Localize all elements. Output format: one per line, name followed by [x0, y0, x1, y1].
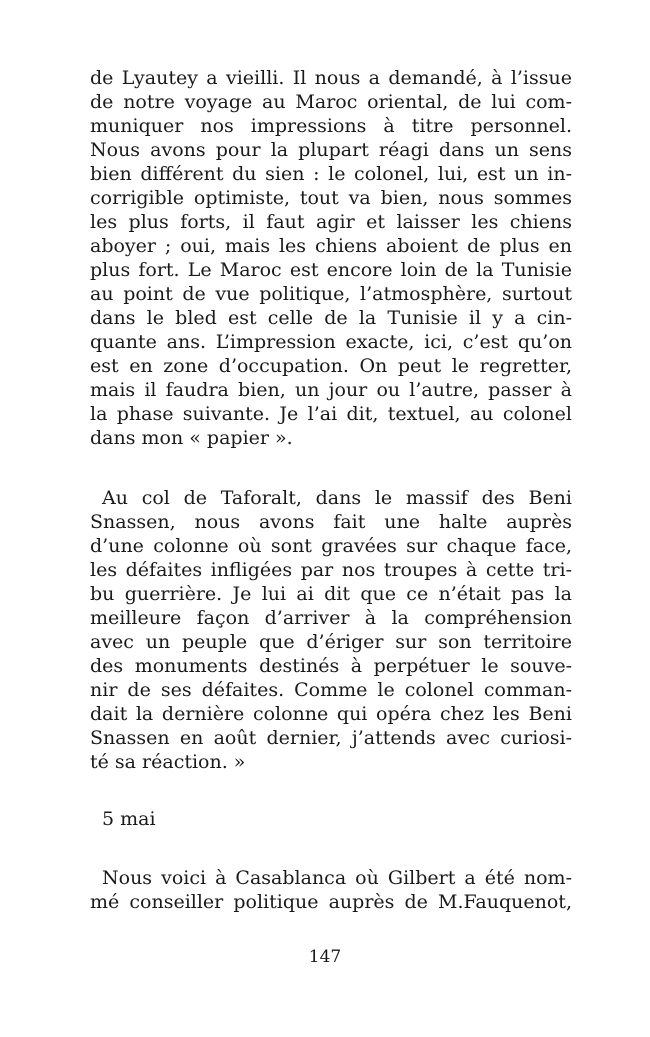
text-line: quante ans. L’impression exacte, ici, c’est qu’on — [90, 331, 572, 353]
text-line: Snassen, nous avons fait une halte auprès — [90, 511, 572, 533]
text-line: aboyer ; oui, mais les chiens aboient de plus en — [90, 235, 572, 257]
text-line: de Lyautey a vieilli. Il nous a demandé, à l’issue — [90, 67, 572, 89]
text-line: Nous voici à Casablanca où Gilbert a été nom- — [102, 867, 572, 889]
text-line: nir de ses défaites. Comme le colonel comman- — [90, 679, 572, 701]
text-line: les défaites infligées par nos troupes à cette tri- — [90, 559, 572, 581]
text-line: les plus forts, il faut agir et laisser les chiens — [90, 211, 572, 233]
text-line: avec un peuple que d’ériger sur son territoire — [90, 631, 572, 653]
text-line: té sa réaction. » — [90, 751, 246, 773]
text-line: Au col de Taforalt, dans le massif des Beni — [102, 487, 572, 509]
text-line: bien différent du sien : le colonel, lui, est un in- — [90, 163, 572, 185]
date-heading: 5 mai — [102, 808, 156, 830]
text-line: de notre voyage au Maroc oriental, de lui com- — [90, 91, 572, 113]
paragraph-2 — [90, 486, 572, 774]
text-line: d’une colonne où sont gravées sur chaque face, — [90, 535, 572, 557]
text-line: bu guerrière. Je lui ai dit que ce n’était pas la — [90, 583, 572, 605]
text-line: dans le bled est celle de la Tunisie il y a cin- — [90, 307, 572, 329]
paragraph-3 — [90, 866, 572, 914]
paragraph-1 — [90, 66, 572, 450]
text-line: mais il faudra bien, un jour ou l’autre, passer à — [90, 379, 572, 401]
text-line: dans mon « papier ». — [90, 427, 293, 449]
text-line: meilleure façon d’arriver à la compréhension — [90, 607, 572, 629]
page-number: 147 — [308, 947, 342, 967]
text-line: mé conseiller politique auprès de M.Fauquenot, — [90, 891, 572, 913]
text-line: la phase suivante. Je l’ai dit, textuel, au colonel — [90, 403, 572, 425]
text-line: dait la dernière colonne qui opéra chez les Beni — [90, 703, 572, 725]
text-line: Snassen en août dernier, j’attends avec curiosi- — [90, 727, 572, 749]
text-line: au point de vue politique, l’atmosphère, surtout — [90, 283, 572, 305]
text-line: des monuments destinés à perpétuer le souve- — [90, 655, 572, 677]
text-line: plus fort. Le Maroc est encore loin de la Tunisie — [90, 259, 572, 281]
text-line: corrigible optimiste, tout va bien, nous sommes — [90, 187, 572, 209]
text-line: Nous avons pour la plupart réagi dans un sens — [90, 139, 572, 161]
text-line: est en zone d’occupation. On peut le regretter, — [90, 355, 572, 377]
text-line: muniquer nos impressions à titre personnel. — [90, 115, 572, 137]
